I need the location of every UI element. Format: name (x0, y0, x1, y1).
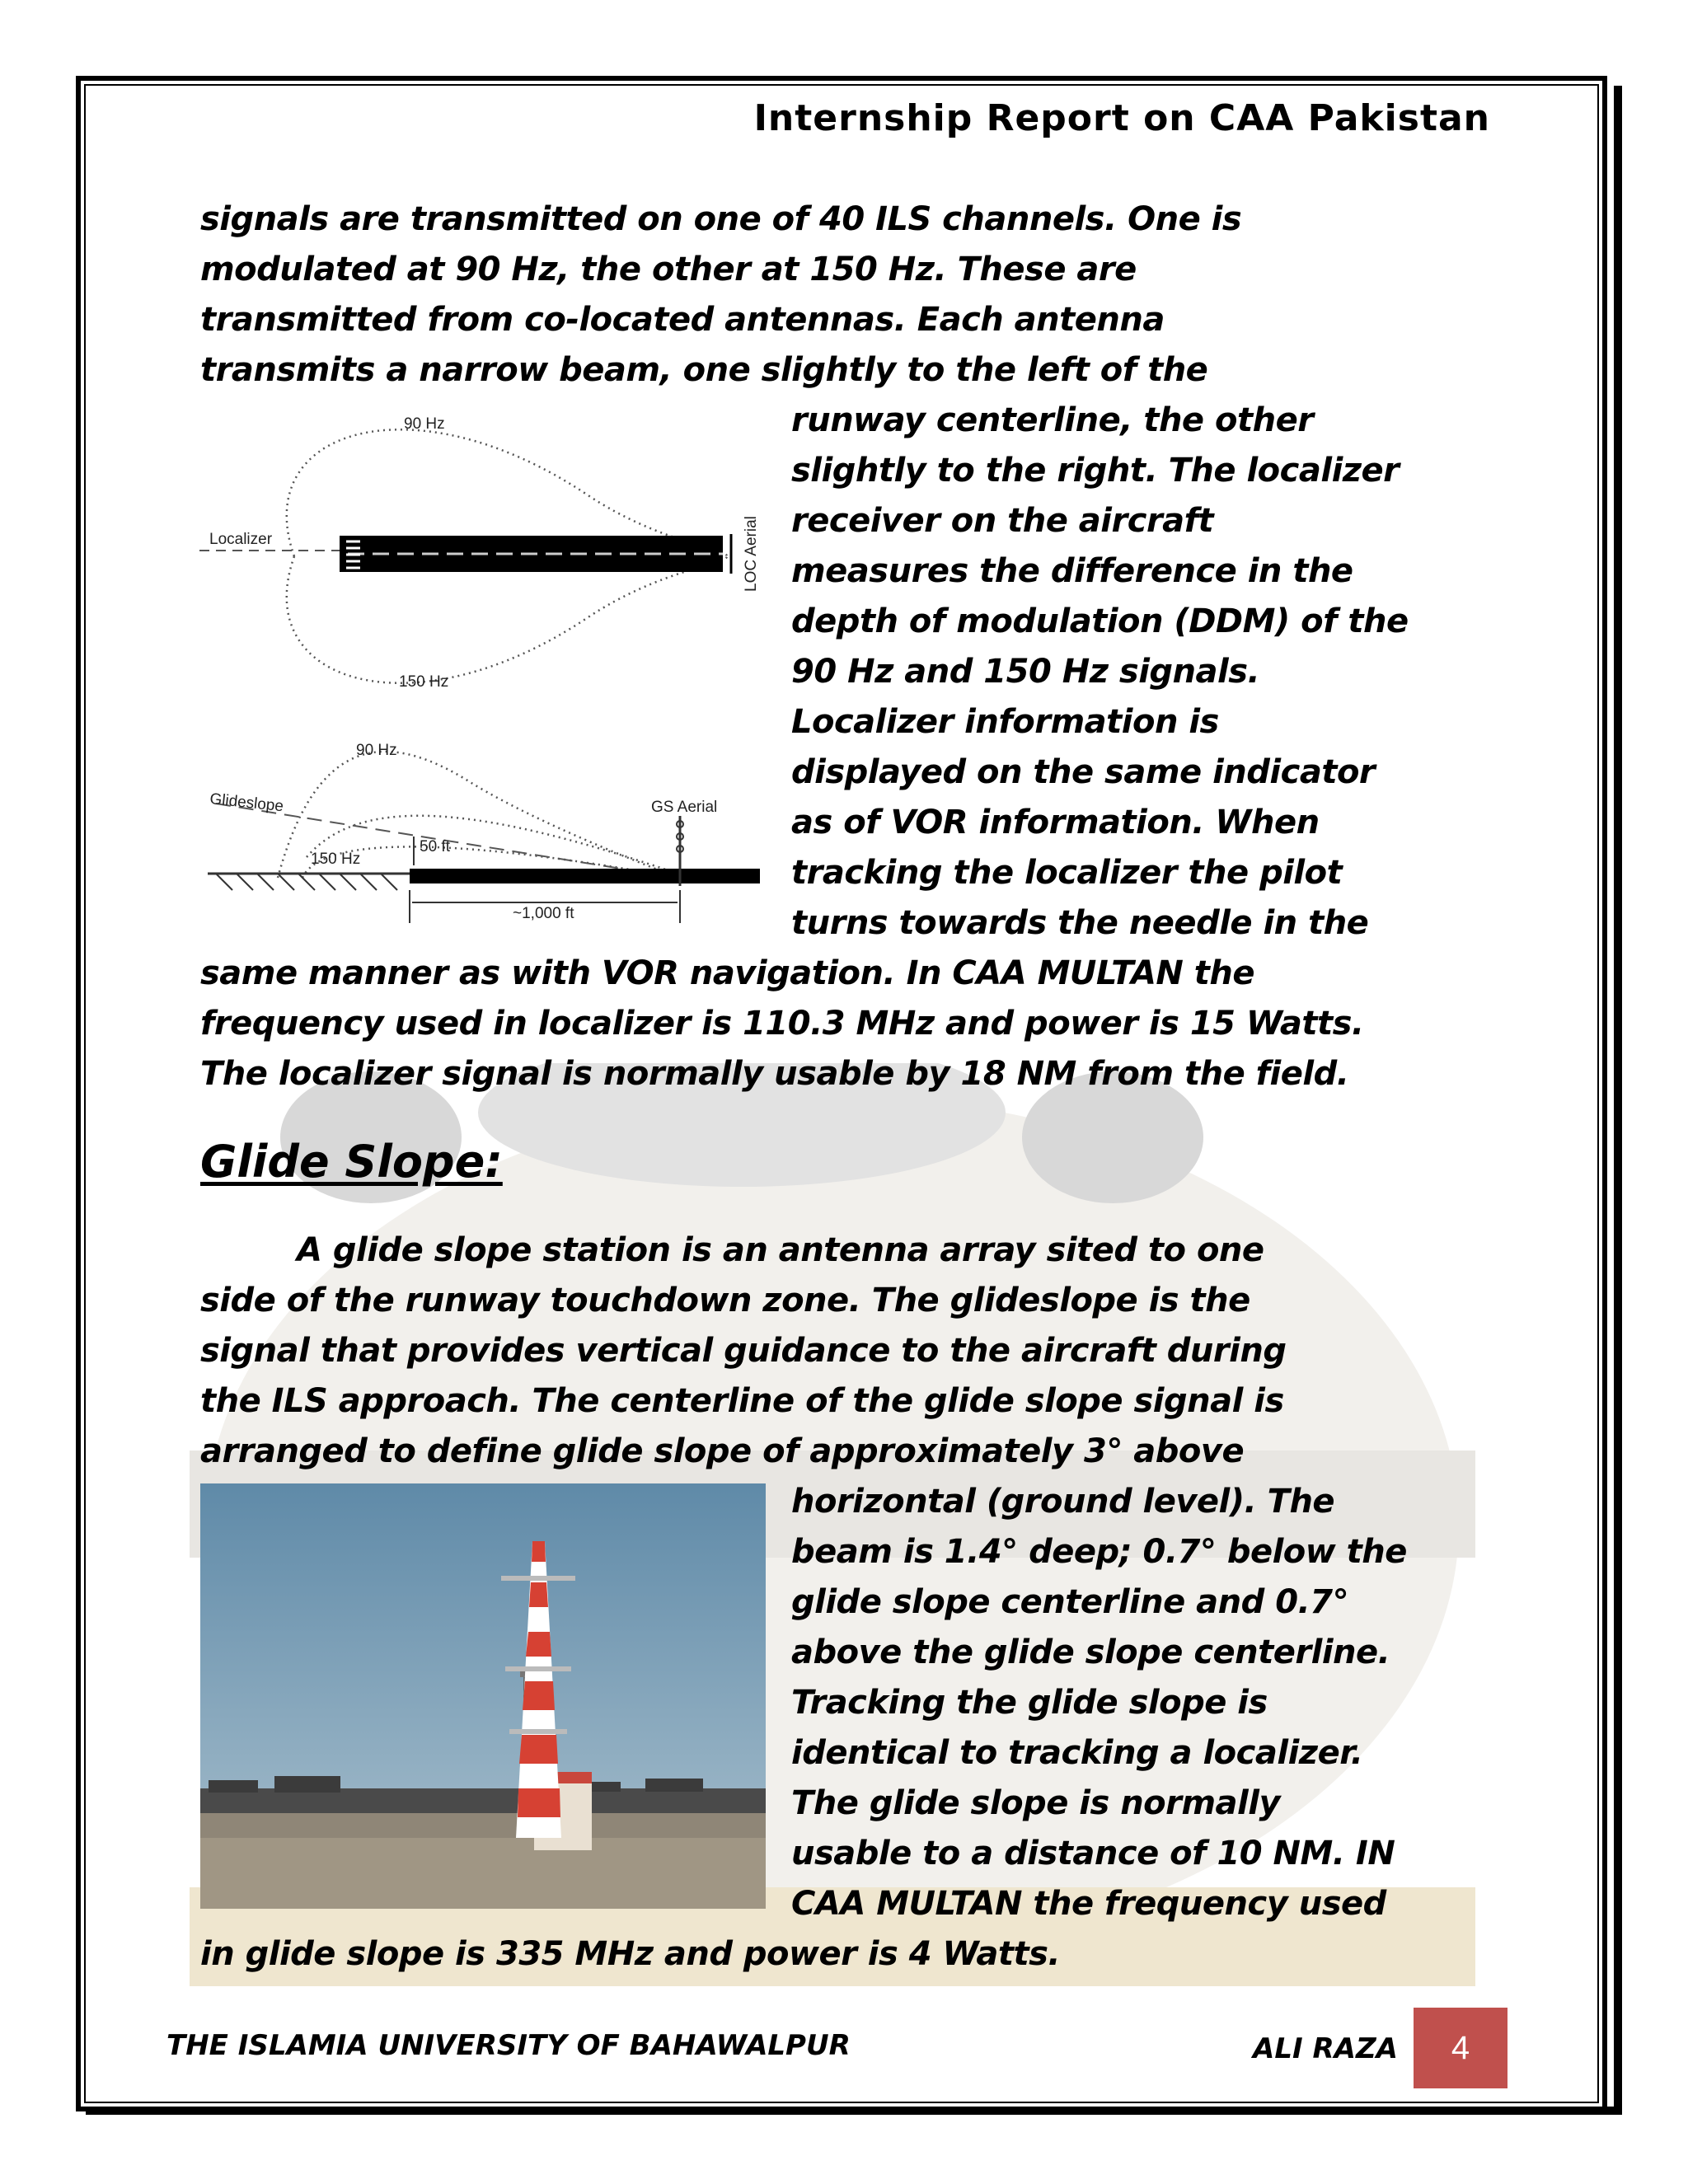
gs-aerial-label: GS Aerial (651, 799, 718, 816)
body-line: transmits a narrow beam, one slightly to the left of the (200, 351, 1208, 389)
body-line: modulated at 90 Hz, the other at 150 Hz. These are (200, 251, 1137, 288)
body-line: 90 Hz and 150 Hz signals. (791, 653, 1260, 691)
localizer-label: Localizer (209, 531, 273, 548)
body-line: The localizer signal is normally usable by 18 NM from the field. (200, 1055, 1349, 1093)
body-line: usable to a distance of 10 NM. IN (791, 1835, 1395, 1872)
body-line: Tracking the glide slope is (791, 1684, 1268, 1722)
body-line: signal that provides vertical guidance to the aircraft during (200, 1332, 1287, 1370)
footer-university: THE ISLAMIA UNIVERSITY OF BAHAWALPUR (166, 2029, 851, 2062)
header-title: Internship Report on CAA Pakistan (753, 97, 1490, 139)
height-label: 50 ft (420, 838, 450, 855)
body-line: measures the difference in the (791, 552, 1353, 590)
body-line: above the glide slope centerline. (791, 1633, 1390, 1671)
gs-150hz-label: 150 Hz (311, 851, 361, 868)
page-number: 4 (1414, 2008, 1507, 2088)
body-line: horizontal (ground level). The (791, 1483, 1335, 1521)
section-heading: Glide Slope: (200, 1136, 503, 1188)
glideslope-label: Glideslope (209, 790, 284, 816)
loc-aerial-label: LOC Aerial (743, 516, 760, 592)
loc-90hz-label: 90 Hz (404, 415, 445, 433)
glide-slope-antenna-photo (200, 1483, 766, 1909)
ils-diagram (199, 396, 768, 931)
body-line: beam is 1.4° deep; 0.7° below the (791, 1533, 1407, 1571)
body-line: frequency used in localizer is 110.3 MHz and power is 15 Watts. (200, 1005, 1364, 1043)
body-line: CAA MULTAN the frequency used (791, 1885, 1386, 1923)
body-line: in glide slope is 335 MHz and power is 4 Watts. (200, 1935, 1061, 1973)
body-line: turns towards the needle in the (791, 904, 1369, 942)
frame-shadow-right (1614, 86, 1622, 2115)
footer-author: ALI RAZA (1253, 2032, 1398, 2065)
body-line: Localizer information is (791, 703, 1219, 741)
body-line: as of VOR information. When (791, 804, 1320, 841)
body-line: displayed on the same indicator (791, 753, 1376, 791)
body-line: transmitted from co-located antennas. Each antenna (200, 301, 1165, 339)
body-line: depth of modulation (DDM) of the (791, 602, 1409, 640)
body-line: receiver on the aircraft (791, 502, 1214, 540)
body-line: glide slope centerline and 0.7° (791, 1583, 1349, 1621)
body-line: slightly to the right. The localizer (791, 452, 1400, 490)
body-line: A glide slope station is an antenna array sited to one (297, 1231, 1264, 1269)
body-line: The glide slope is normally (791, 1784, 1281, 1822)
body-line: identical to tracking a localizer. (791, 1734, 1363, 1772)
distance-label: ~1,000 ft (513, 905, 574, 922)
body-line: same manner as with VOR navigation. In CAA MULTAN the (200, 954, 1255, 992)
body-line: side of the runway touchdown zone. The glideslope is the (200, 1282, 1250, 1319)
loc-150hz-label: 150 Hz (399, 673, 449, 691)
body-line: arranged to define glide slope of approximately 3° above (200, 1432, 1245, 1470)
body-line: tracking the localizer the pilot (791, 854, 1343, 892)
body-line: runway centerline, the other (791, 401, 1314, 439)
body-line: signals are transmitted on one of 40 ILS channels. One is (200, 200, 1242, 238)
body-line: the ILS approach. The centerline of the glide slope signal is (200, 1382, 1284, 1420)
gs-90hz-label: 90 Hz (356, 742, 397, 759)
